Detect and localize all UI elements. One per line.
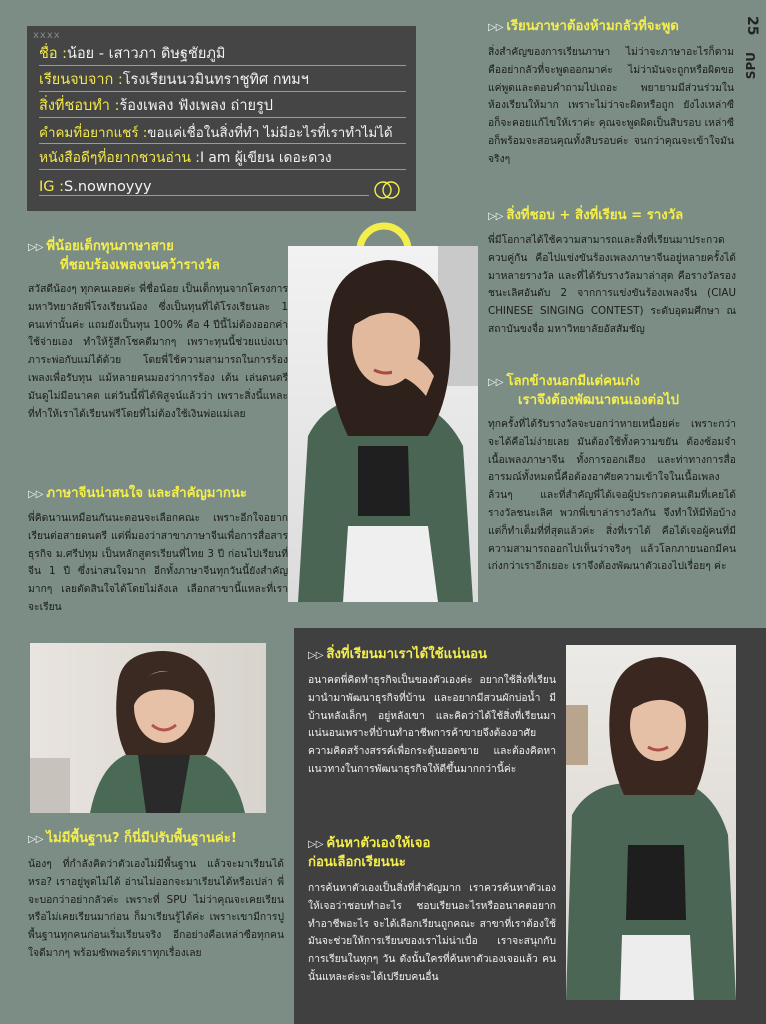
page-number: 25	[744, 16, 760, 36]
profile-row-name: ชื่อ : น้อย - เสาวภา ดิษฐชัยภูมิ	[39, 40, 406, 66]
profile-row-school: เรียนจบจาก : โรงเรียนนวมินทราชูทิศ กทมฯ	[39, 66, 406, 92]
section5-body: พี่มีโอกาสได้ใช้ความสามารถและสิ่งที่เรียนมาประกวดควบคู่กัน คือไปแข่งขันร้องเพลงภาษาจีนอยู่หลายครั้งได้มาหลายรางวัล และที่ได้รับรางวัลมาล่าสุด คือรางวัลรองชนะเลิศอันดับ 2 จากการแข่งขันร้องเพลงจีน (CIAU CHINESE SINGING CONTEST) ระดับอุดมศึกษา ณ สถาบันขงจื่อ มหาวิทยาลัยอัสสัมชัญ	[488, 234, 736, 335]
page-brand: SPU	[744, 52, 758, 80]
section2-heading: ▷▷ ภาษาจีนน่าสนใจ และสำคัญมากนะ	[28, 486, 247, 501]
portrait-smile-image	[30, 643, 266, 813]
section7-body: อนาคตพี่คิดทำธุรกิจเป็นของตัวเองค่ะ อยากใช้สิ่งที่เรียนมานำมาพัฒนาธุรกิจที่บ้าน และอยากมีสวนผักบ่อน้ำ มีบ้านหลังเล็กๆ อยู่หลังเขา และคิดว่าได้ใช้สิ่งที่เรียนมาแน่นอนเพราะที่บ้านทำอาชีพการค้าขายจึงต้องอาศัยความคิดสร้างสรรค์เพื่อกระตุ้นยอดขาย และต้องคิดหาแนวทางในการพัฒนาธุรกิจให้ดีขึ้นมากกว่านี้ค่ะ	[308, 674, 556, 775]
profile-row-quote: คำคมที่อยากแชร์ : ขอแค่เชื่อในสิ่งที่ทำ ไม่มีอะไรที่เราทำไม่ได้	[39, 118, 406, 144]
portrait-photo-right	[566, 645, 736, 1000]
portrait-photo-left	[30, 643, 266, 813]
section3-body: น้องๆ ที่กำลังคิดว่าตัวเองไม่มีพื้นฐาน แล้วจะมาเรียนได้หรอ? เราอยู่พูดไม่ได้ อ่านไม่ออกจะมาเรียนได้หรือเปล่า พี่จะบอกว่าอย่ากลัวค่ะ เพราะที่ SPU ไม่ว่าคุณจะเคยเรียนหรือไม่เคยเรียนมาก่อน ก็มาเรียนรู้ได้ค่ะ เพราะเขามีการปูพื้นฐานทุกคนก่อนเริ่มเรียนจริง อีกอย่างคือเหล่าซือทุกคนใจดีมากๆ พร้อมซัพพอร์ตเราทุกเรื่องเลย	[28, 858, 284, 959]
profile-row-book: หนังสือดีๆที่อยากชวนอ่าน : I am ผู้เขียน เดอะดวง	[39, 144, 406, 170]
section8-body: การค้นหาตัวเองเป็นสิ่งที่สำคัญมาก เราควรค้นหาตัวเองให้เจอว่าชอบทำอะไร ชอบเรียนอะไรหรืออนาคตอยากทำอาชีพอะไร จะได้เลือกเรียนถูกคณะ สาขาที่เราต้องใช้ มันจะช่วยให้การเรียนของเราไม่น่าเบื่อ เราจะสนุกกับการเรียนในทุกๆ วัน ดังนั้นใครที่ค้นหาตัวเองเจอแล้ว คนนั้นแหละค่ะจะได้เปรียบคนอื่น	[308, 882, 556, 983]
section2-body: พี่คิดนานเหมือนกันนะตอนจะเลือกคณะ เพราะอีกใจอยากเรียนต่อสายดนตรี แต่พี่มองว่าสาขาภาษาจีนเพื่อการสื่อสารธุรกิจ ม.ศรีปทุม เป็นหลักสูตรเรียนที่ไทย 3 ปี ก่อนไปเรียนที่จีน 1 ปี ซึ่งน่าสนใจมาก อีกทั้งภาษาจีนทุกวันนี้ยังสำคัญมากๆ เลยตัดสินใจได้โดยไม่ลังเล เลือกสาขานี้แหละที่เราจะเรียน	[28, 512, 288, 613]
decorative-marks: xxxx	[33, 30, 61, 41]
profile-row-hobby: สิ่งที่ชอบทำ : ร้องเพลง ฟังเพลง ถ่ายรูป	[39, 92, 406, 118]
section1-heading: ▷▷ พี่น้อยเด็กทุนภาษาสาย ที่ชอบร้องเพลงจนคว้ารางวัล	[28, 239, 220, 273]
profile-box	[27, 26, 416, 211]
portrait-photo-main	[288, 246, 478, 602]
section6-heading: ▷▷ โลกข้างนอกมีแต่คนเก่ง เราจึงต้องพัฒนาตนเองต่อไป	[488, 374, 680, 408]
rings-icon	[372, 179, 402, 201]
section4-body: สิ่งสำคัญของการเรียนภาษา ไม่ว่าจะภาษาอะไรก็ตาม คืออย่ากลัวที่จะพูดออกมาค่ะ ไม่ว่ามันจะถูกหรือผิดขอแค่พูดและตอบคำถามไปเถอะ พยายามมีส่วนร่วมในห้องเรียนให้มาก เพราะไม่ว่าจะผิดหรือถูก ยังไงเหล่าซือก็จะคอยแก้ไขให้เราค่ะ คุณจะพูดผิดเป็นสิบรอบ เหล่าซือก็พร้อมจะสอนคุณทั้งสิบรอบค่ะ จนกว่าคุณจะเข้าใจมันจริงๆ	[488, 46, 734, 165]
section4-heading: ▷▷ เรียนภาษาต้องห้ามกลัวที่จะพูด	[488, 19, 679, 34]
profile-row-ig: IG : S.nownoyyy	[39, 170, 369, 196]
section8-heading: ▷▷ ค้นหาตัวเองให้เจอ ก่อนเลือกเรียนนะ	[308, 836, 431, 870]
section7-heading: ▷▷ สิ่งที่เรียนมาเราได้ใช้แน่นอน	[308, 647, 488, 662]
section1-body: สวัสดีน้องๆ ทุกคนเลยค่ะ พี่ชื่อน้อย เป็นเด็กทุนจากโครงการมหาวิทยาลัยพี่โรงเรียนน้อง ซึ่งเป็นทุนที่ได้โรงเรียนละ 1 คนเท่านั้นค่ะ แถมยังเป็นทุน 100% คือ 4 ปีนี้ไม่ต้องออกค่าใช้จ่ายเอง ทำให้รู้สึกโชคดีมากๆ เพราะทุนนี้ช่วยแบ่งเบาภาระพ่อกับแม่ได้ด้วย โดยพี่ใช้ความสามารถในการร้องเพลงเพื่อรับทุน แม้หลายคนมองว่าการร้อง เต้น เล่นดนตรี มันดูไม่มีอนาคต แต่วันนี้พี่ได้พิสูจน์แล้วว่า เพราะสิ่งนี้แหละที่ทำให้เราได้เรียนฟรีโดยที่ไม่ต้องใช้เงินพ่อแม่เลย	[28, 283, 288, 420]
portrait-standing-image	[566, 645, 736, 1000]
portrait-main-image	[288, 246, 478, 602]
section3-heading: ▷▷ ไม่มีพื้นฐาน? ก็นี่มีปรับพื้นฐานค่ะ!	[28, 831, 237, 846]
section6-body: ทุกครั้งที่ได้รับรางวัลจะบอกว่าหายเหนื่อยค่ะ เพราะกว่าจะได้คือไม่ง่ายเลย มันต้องใช้ทั้งความขยัน ต้องซ้อมจำเนื้อเพลงภาษาจีน ทั้งการออกเสียง และท่าทางการสื่ออารมณ์ทั้งหมดนี้คือต้องอาศัยความเข้าใจในเนื้อเพลงล้วนๆ และที่สำคัญพี่ได้เจอผู้ประกวดคนเดิมที่เคยได้รางวัลชนะเลิศ พวกพี่เขาล่ารางวัลกัน จึงทำให้มีท้อบ้าง แต่ก็ทำเต็มที่ที่สุดแล้วค่ะ สิ่งที่เราได้ คือได้เจอผู้คนที่มีความสามารถออกไปเห็นว่าจริงๆ แล้วโลกภายนอกมีคนเก่งกว่าเราอีกเยอะ เราจึงต้องพัฒนาตัวเองไปเรื่อยๆ ค่ะ	[488, 418, 736, 573]
section5-heading: ▷▷ สิ่งที่ชอบ + สิ่งที่เรียน = รางวัล	[488, 208, 684, 223]
page-tag	[738, 16, 764, 96]
